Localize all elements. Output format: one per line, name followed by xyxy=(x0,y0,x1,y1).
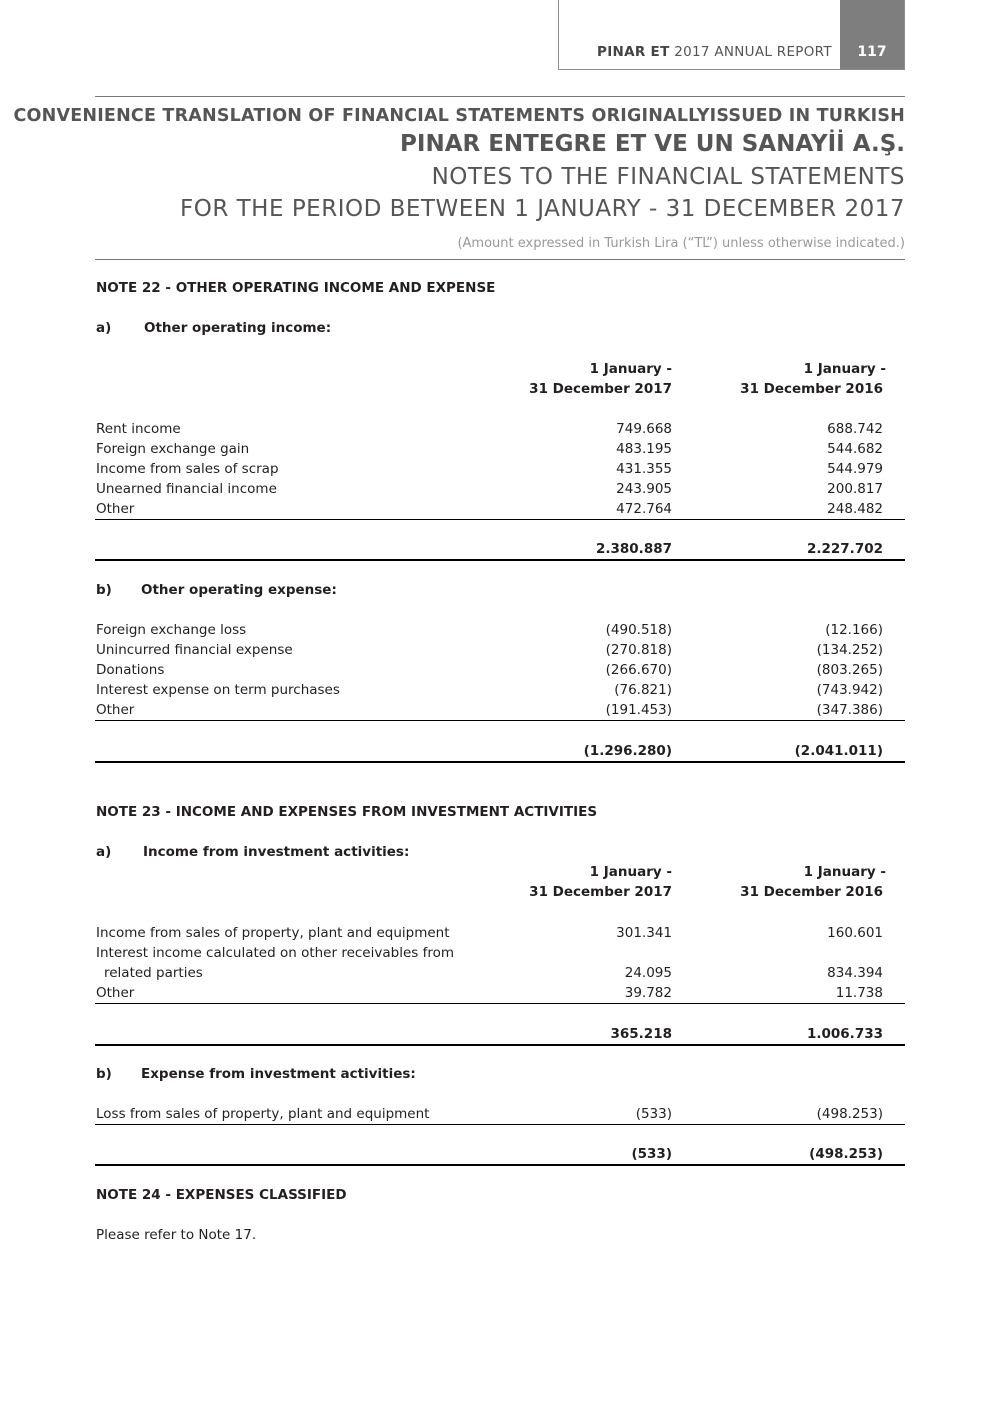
note22-a-title: Other operating income: xyxy=(144,320,332,336)
table-row-label: Unincurred financial expense xyxy=(96,642,293,658)
table-cell-2016: (347.386) xyxy=(816,702,883,718)
note22-col1-line2: 31 December 2017 xyxy=(529,381,672,397)
table-row-label: Other xyxy=(96,985,135,1001)
table-cell-2016: 834.394 xyxy=(827,965,883,981)
table-cell-2017: (191.453) xyxy=(605,702,672,718)
table-cell-2016: (498.253) xyxy=(816,1106,883,1122)
note23-col1-line2: 31 December 2017 xyxy=(529,884,672,900)
note24-text: Please refer to Note 17. xyxy=(96,1227,257,1243)
notes-title: NOTES TO THE FINANCIAL STATEMENTS xyxy=(431,164,905,190)
table-row-label: Loss from sales of property, plant and equipment xyxy=(96,1106,430,1122)
table-row-label: Income from sales of scrap xyxy=(96,461,279,477)
note23-col2-line2: 31 December 2016 xyxy=(740,884,883,900)
period-title: FOR THE PERIOD BETWEEN 1 JANUARY - 31 DECEMBER 2017 xyxy=(180,196,905,222)
investment-expense-total-2017: (533) xyxy=(631,1146,672,1162)
table-cell-2016: 200.817 xyxy=(827,481,883,497)
table-cell-2017: (76.821) xyxy=(614,682,672,698)
table-cell-2016: 248.482 xyxy=(827,501,883,517)
note23-col1-line1: 1 January - xyxy=(589,864,672,880)
header-top-rule xyxy=(95,96,905,97)
investment-income-total-2017: 365.218 xyxy=(610,1026,672,1042)
note22-b-title: Other operating expense: xyxy=(141,582,337,598)
table-cell-2017: 431.355 xyxy=(616,461,672,477)
table-cell-2016: (743.942) xyxy=(816,682,883,698)
table-cell-2016: 11.738 xyxy=(835,985,883,1001)
table-cell-2017: 39.782 xyxy=(624,985,672,1001)
income-total-2017: 2.380.887 xyxy=(595,541,672,557)
subtotal-rule xyxy=(95,1003,905,1004)
table-row-label: Other xyxy=(96,702,135,718)
table-row-label: Interest expense on term purchases xyxy=(96,682,340,698)
table-cell-2017: 243.905 xyxy=(616,481,672,497)
table-row-label: Rent income xyxy=(96,421,181,437)
note23-a-title: Income from investment activities: xyxy=(143,844,410,860)
total-rule xyxy=(95,559,905,561)
subtotal-rule xyxy=(95,519,905,520)
page-header-tab xyxy=(558,0,905,70)
table-row-label: Interest income calculated on other receivables from xyxy=(96,945,454,961)
table-cell-2016: 544.682 xyxy=(827,441,883,457)
company-name: PINAR ENTEGRE ET VE UN SANAYİİ A.Ş. xyxy=(400,131,905,157)
table-row-label: Donations xyxy=(96,662,165,678)
page-number: 117 xyxy=(840,0,904,69)
note22-col2-line1: 1 January - xyxy=(803,361,886,377)
note23-title: NOTE 23 - INCOME AND EXPENSES FROM INVESTMENT ACTIVITIES xyxy=(96,804,598,820)
table-cell-2017: (490.518) xyxy=(605,622,672,638)
note24-title: NOTE 24 - EXPENSES CLASSIFIED xyxy=(96,1187,347,1203)
report-title xyxy=(597,44,832,60)
note22-col2-line2: 31 December 2016 xyxy=(740,381,883,397)
note23-a-label: a) xyxy=(96,844,112,860)
translation-note: CONVENIENCE TRANSLATION OF FINANCIAL STATEMENTS ORIGINALLYISSUED IN TURKISH xyxy=(13,106,905,126)
note23-b-title: Expense from investment activities: xyxy=(141,1066,416,1082)
table-row-label: Income from sales of property, plant and equipment xyxy=(96,925,450,941)
expense-total-2017: (1.296.280) xyxy=(583,743,672,759)
investment-income-total-2016: 1.006.733 xyxy=(806,1026,883,1042)
total-rule xyxy=(95,1044,905,1046)
amount-note: (Amount expressed in Turkish Lira (“TL”) unless otherwise indicated.) xyxy=(457,236,905,251)
table-cell-2017: 301.341 xyxy=(616,925,672,941)
note22-b-label: b) xyxy=(96,582,112,598)
report-title-text: 2017 ANNUAL REPORT xyxy=(674,44,832,60)
subtotal-rule xyxy=(95,1124,905,1125)
total-rule xyxy=(95,761,905,763)
expense-total-2016: (2.041.011) xyxy=(794,743,883,759)
table-cell-2017: (270.818) xyxy=(605,642,672,658)
table-row-label: Other xyxy=(96,501,135,517)
table-row-label: Unearned financial income xyxy=(96,481,277,497)
table-cell-2017: 24.095 xyxy=(624,965,672,981)
table-cell-2016: (134.252) xyxy=(816,642,883,658)
table-cell-2017: 749.668 xyxy=(616,421,672,437)
table-cell-2016: 544.979 xyxy=(827,461,883,477)
total-rule xyxy=(95,1164,905,1166)
table-cell-2017: 472.764 xyxy=(616,501,672,517)
subtotal-rule xyxy=(95,720,905,721)
income-total-2016: 2.227.702 xyxy=(806,541,883,557)
table-cell-2016: 688.742 xyxy=(827,421,883,437)
table-cell-2017: (533) xyxy=(635,1106,672,1122)
note22-a-label: a) xyxy=(96,320,112,336)
brand-name: PINAR ET xyxy=(597,44,670,60)
table-cell-2017: 483.195 xyxy=(616,441,672,457)
table-row-label-continued: related parties xyxy=(104,965,203,981)
header-bottom-rule xyxy=(95,259,905,260)
table-row-label: Foreign exchange gain xyxy=(96,441,250,457)
table-cell-2016: (803.265) xyxy=(816,662,883,678)
note22-col1-line1: 1 January - xyxy=(589,361,672,377)
note23-col2-line1: 1 January - xyxy=(803,864,886,880)
investment-expense-total-2016: (498.253) xyxy=(809,1146,883,1162)
note22-title: NOTE 22 - OTHER OPERATING INCOME AND EXPENSE xyxy=(96,280,496,296)
note23-b-label: b) xyxy=(96,1066,112,1082)
table-cell-2016: (12.166) xyxy=(825,622,883,638)
table-cell-2017: (266.670) xyxy=(605,662,672,678)
table-row-label: Foreign exchange loss xyxy=(96,622,247,638)
table-cell-2016: 160.601 xyxy=(827,925,883,941)
